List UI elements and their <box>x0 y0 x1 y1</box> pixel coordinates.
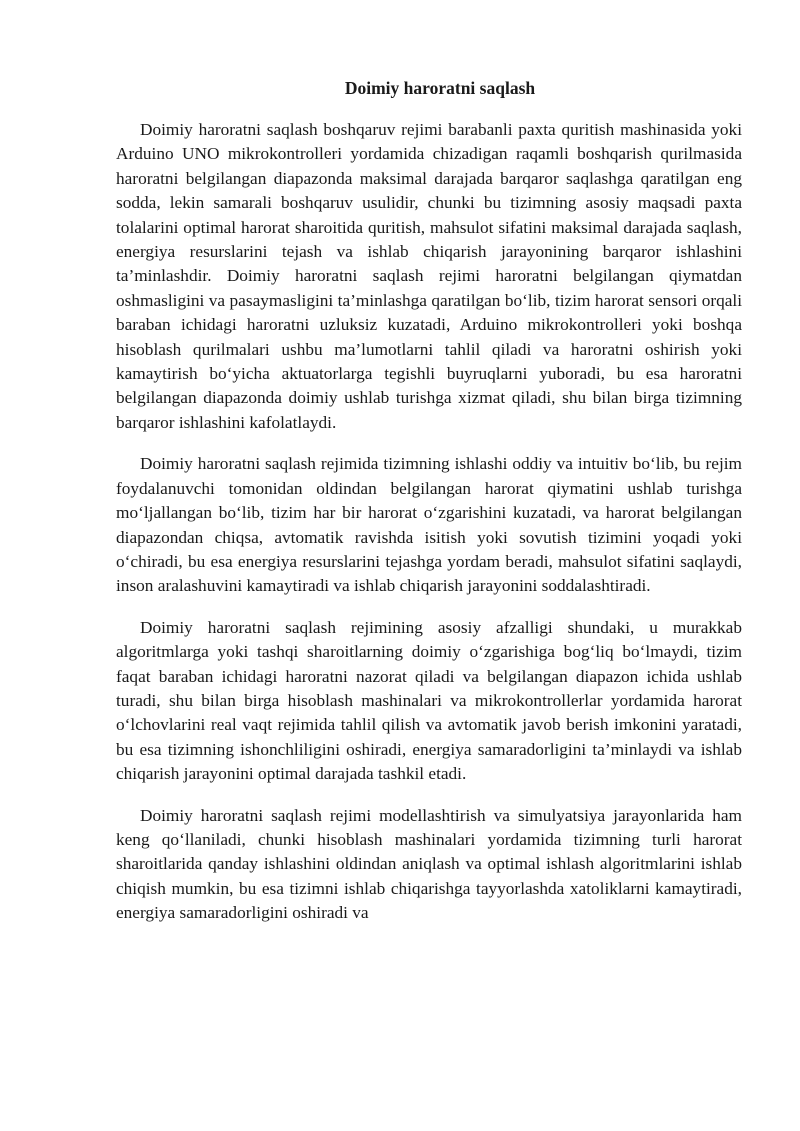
paragraph-3: Doimiy haroratni saqlash rejimining asosiy afzalligi shundaki, u murakkab algoritmlarga yoki tashqi sharoitlarning doimiy o‘zgarishiga bog‘liq bo‘lmaydi, tizim faqat baraban ichidagi haroratni nazorat qiladi va belgilangan diapazon ichida ushlab turadi, shu bilan birga hisoblash mashinalari va mikrokontrollerlar yordamida harorat o‘lchovlarini real vaqt rejimida tahlil qilish va avtomatik javob berish imkonini yaratadi, bu esa tizimning ishonchliligini oshiradi, energiya samaradorligini ta’minlaydi va ishlab chiqarish jarayonini optimal darajada tashkil etadi. <box>116 617 742 784</box>
document-body <box>116 118 742 943</box>
paragraph-2: Doimiy haroratni saqlash rejimida tizimning ishlashi oddiy va intuitiv bo‘lib, bu rejim foydalanuvchi tomonidan oldindan belgilangan harorat qiymatini ushlab turishga mo‘ljallangan bo‘lib, tizim har bir harorat o‘zgarishini kuzatadi, va harorat belgilangan diapazondan chiqsa, avtomatik ravishda isitish yoki sovutish tizimini yoqadi yoki o‘chiradi, bu esa energiya resurslarini tejashga yordam beradi, mahsulot sifatini saqlaydi, inson aralashuvini kamaytiradi va ishlab chiqarish jarayonini soddalashtiradi. <box>116 454 742 596</box>
document-title: Doimiy haroratni saqlash <box>344 78 536 98</box>
paragraph-1: Doimiy haroratni saqlash boshqaruv rejimi barabanli paxta quritish mashinasida yoki Arduino UNO mikrokontrolleri yordamida chizadigan raqamli boshqarish qurilmasida haroratni belgilangan diapazonda maksimal darajada barqaror saqlashga qaratilgan eng sodda, lekin samarali boshqaruv usulidir, chunki bu tizimning asosiy maqsadi paxta tolalarini optimal harorat sharoitida quritish, mahsulot sifatini maksimal darajada saqlash, energiya resurslarini tejash va ishlab chiqarish jarayonining barqaror ishlashini ta’minlashdir. Doimiy haroratni saqlash rejimi haroratni belgilangan qiymatdan oshmasligini va pasaymasligini ta’minlashga qaratilgan bo‘lib, tizim harorat sensori orqali baraban ichidagi haroratni uzluksiz kuzatadi, Arduino mikrokontrolleri yoki boshqa hisoblash qurilmalari ushbu ma’lumotlarni tahlil qiladi va haroratni oshirish yoki kamaytirish bo‘yicha aktuatorlarga tegishli buyruqlarni yuboradi, bu esa haroratni belgilangan diapazonda doimiy ushlab turishga xizmat qiladi, shu bilan birga tizimning barqaror ishlashini kafolatlaydi. <box>116 120 742 432</box>
paragraph-4: Doimiy haroratni saqlash rejimi modellashtirish va simulyatsiya jarayonlarida ham keng qo‘llaniladi, chunki hisoblash mashinalari yordamida tizimning turli harorat sharoitlarida qanday ishlashini oldindan aniqlash va optimal ishlash algoritmlarini ishlab chiqish mumkin, bu esa tizimni ishlab chiqarishga tayyorlashda xatoliklarni kamaytiradi, energiya samaradorligini oshiradi va <box>116 805 742 923</box>
